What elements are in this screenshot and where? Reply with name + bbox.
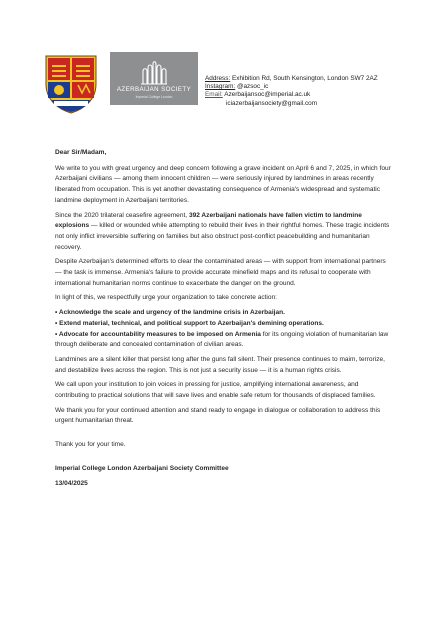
instagram-handle[interactable]: @azsoc_ic	[236, 83, 269, 91]
action-item-bold: • Extend material, technical, and political support to Azerbaijan's demining operations.	[55, 319, 324, 327]
paragraph-call-to-action: We call upon your institution to join voices in pressing for justice, amplifying international awareness, and contributing to practical solutions that will save lives and enable safe return for thousands of displaced families.	[55, 381, 376, 400]
email-secondary[interactable]: iciazerbaijansociety@gmail.com	[226, 99, 318, 107]
paragraph-victims-rest: — killed or wounded while attempting to rebuild their lives in their rightful homes. These tragic incidents not only inflict irreversible suffering on families but also obstruct post-conflict peacebuilding and humanitarian recovery.	[55, 222, 390, 251]
action-item	[55, 330, 391, 351]
action-item-bold: • Advocate for accountability measures to be imposed on Armenia	[55, 330, 261, 338]
letter-date: 13/04/2025	[55, 479, 88, 487]
greeting: Dear Sir/Madam,	[55, 149, 107, 156]
address-value: Exhibition Rd, South Kensington, London SW7 2AZ	[232, 75, 378, 82]
email-row	[205, 91, 378, 99]
action-item-text: for its ongoing violation of humanitarian law through deliberate and concealed contamination of civilian areas.	[55, 330, 389, 349]
address-label: Address:	[205, 75, 231, 82]
contact-block	[205, 75, 378, 108]
address-row	[205, 75, 378, 83]
email-row-secondary	[205, 100, 378, 108]
instagram-label: Instagram:	[205, 83, 236, 91]
spacer	[55, 455, 391, 464]
paragraph-thanks: We thank you for your continued attention and stand ready to engage in dialogue or collaboration to address this urgent humanitarian threat.	[55, 406, 381, 425]
paragraph-victims	[55, 211, 391, 254]
paragraph-silent-killer: Landmines are a silent killer that persist long after the guns fall silent. Their presence continues to maim, terrorize, and destabilize lives across the region. This is not just a security issue — it is a human rights crisis.	[55, 355, 385, 374]
paragraph-victims-lead: Since the 2020 trilateral ceasefire agreement,	[55, 211, 189, 219]
instagram-row	[205, 83, 378, 91]
signature: Imperial College London Azerbaijani Society Committee	[55, 464, 229, 472]
paragraph-request: In light of this, we respectfully urge your organization to take concrete action:	[55, 294, 277, 302]
spacer	[55, 431, 391, 440]
azerbaijan-society-logo	[110, 52, 198, 105]
action-item	[55, 319, 391, 330]
imperial-college-crest-icon	[44, 54, 98, 114]
email-primary[interactable]: Azerbaijansoc@imperial.ac.uk	[224, 91, 311, 99]
action-item-bold: • Acknowledge the scale and urgency of the landmine crisis in Azerbaijan.	[55, 309, 285, 317]
society-logo-subtitle: Imperial College London	[135, 95, 173, 99]
skyline-icon	[140, 61, 168, 85]
victims-highlight: 392 Azerbaijani nationals have fallen victim to landmine explosions	[55, 211, 362, 230]
letter-body	[55, 148, 391, 493]
society-logo-name: AZERBAIJAN SOCIETY	[116, 86, 192, 93]
closing-line: Thank you for your time.	[55, 441, 126, 449]
email-label: Email:	[205, 91, 223, 99]
action-list	[55, 308, 391, 351]
paragraph-demining: Despite Azerbaijan's determined efforts to clear the contaminated areas — with support from international partners — the task is immense. Armenia's failure to provide accurate minefield maps and its refusal to cooperate with international humanitarian norms continue to exacerbate the danger on the ground.	[55, 258, 386, 287]
paragraph-intro: We write to you with great urgency and deep concern following a grave incident on April 6 and 7, 2025, in which four Azerbaijani civilians — among them innocent children — were seriously injured by landmines in areas recently liberated from occupation. This is yet another devastating consequence of Armenia's widespread and systematic landmine deployment in Azerbaijani territories.	[55, 164, 391, 204]
action-item	[55, 308, 391, 319]
